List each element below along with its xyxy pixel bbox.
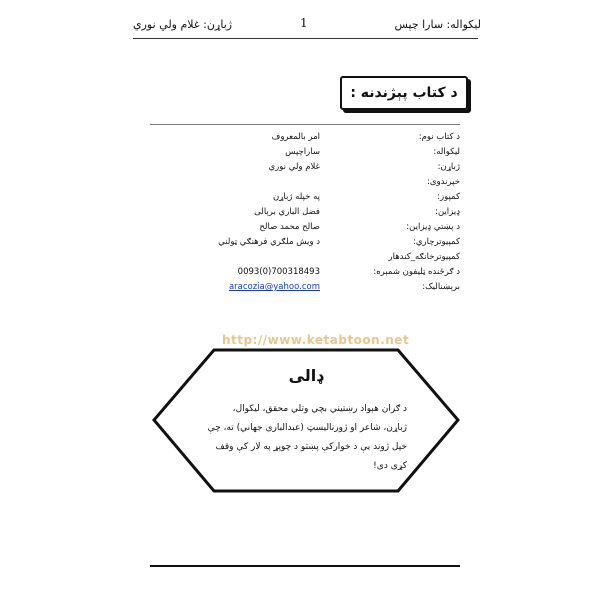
info-label: خپرندوى: <box>427 177 460 187</box>
info-label: د کتاب نوم: <box>418 132 460 142</box>
info-label: ډيزاين: <box>435 207 460 217</box>
info-label: ليکواله: <box>433 147 460 157</box>
book-info-title: د کتاب پېژندنه : <box>340 76 468 110</box>
info-value: په خپله ژباړن <box>272 192 320 202</box>
dedication-text: د ګران هېواد رښتيني بچي وتلي محقق، ليکوال، ژباړن، شاعر او ژورناليسټ (عبدالباري جهاني) ته، چې خپل ژوند يې د خوارکې پښتو د چوپړ په لار کې وقف کړى دى! <box>207 404 407 471</box>
info-value: د ويش ملګري فرهنګي ټولني <box>218 237 320 247</box>
dedication-frame <box>152 348 460 493</box>
info-row-design <box>150 205 460 219</box>
info-label: کمپيوترچاري: <box>412 237 460 247</box>
info-row-translator <box>150 160 460 174</box>
info-value: امر بالمعروف <box>271 132 320 142</box>
header-divider <box>133 38 478 39</box>
info-row-author <box>150 145 460 159</box>
info-row-email <box>150 280 460 294</box>
info-row-compose <box>150 190 460 204</box>
info-value: ساراچپس <box>285 147 320 157</box>
dedication-title: ډالى <box>288 366 324 385</box>
info-row-phone <box>150 265 460 279</box>
bottom-divider <box>150 565 460 567</box>
header-author: ليکواله: سارا چپس <box>394 18 481 31</box>
info-row-computer-branch <box>150 250 460 264</box>
info-label: د پښتي ډيزاين: <box>406 222 460 232</box>
info-row-publisher <box>150 175 460 189</box>
info-row-cover-design <box>150 220 460 234</box>
info-label: ژباړن: <box>437 162 460 172</box>
header-translator: ژباړن: غلام ولي نوري <box>133 18 233 31</box>
info-label: برېښناليک: <box>422 282 460 292</box>
info-row-computer-work <box>150 235 460 249</box>
info-value: 0093(0)700318493 <box>237 267 320 277</box>
header-page-number: 1 <box>300 16 308 30</box>
info-value: غلام ولي نوري <box>268 162 320 172</box>
title-divider <box>150 124 460 125</box>
info-value: فضل الباري برېالى <box>254 207 320 217</box>
info-value: صالح محمد صالح <box>259 222 320 232</box>
info-row-book-name <box>150 130 460 144</box>
watermark-url: http://www.ketabtoon.net <box>222 333 410 347</box>
info-label: د ګرځنده ټليفون شمېره: <box>373 267 460 277</box>
info-label: کمپيوترخانګه_کندهار <box>388 252 460 262</box>
info-label: کمپوز: <box>437 192 460 202</box>
email-link[interactable]: aracozia@yahoo.com <box>228 282 320 292</box>
